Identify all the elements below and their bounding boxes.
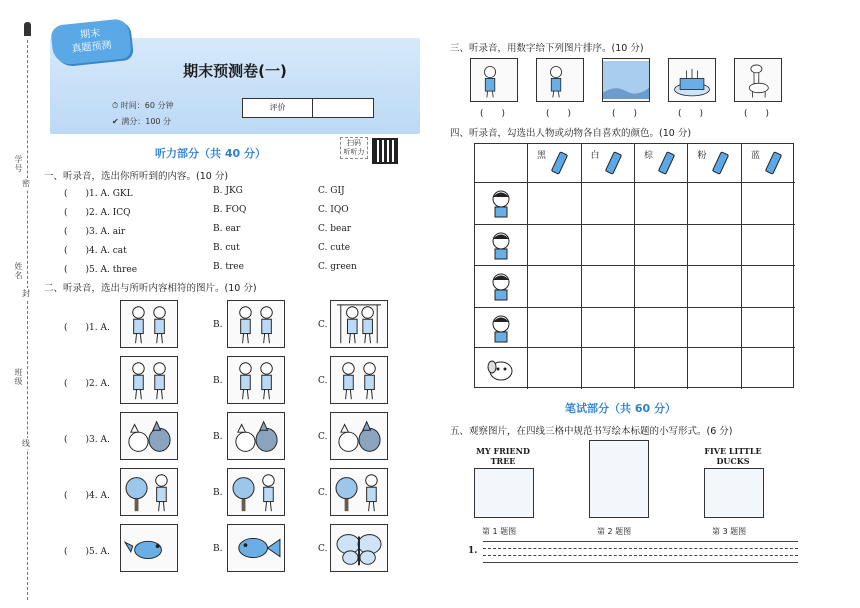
grid-row-line [475,265,795,266]
class-label: 班级 [14,368,23,386]
time-limit: ⏱ 时间：60 分钟 [112,101,174,110]
seal-mark-2: 封 [22,289,30,298]
check-icon: ✔ [112,117,122,126]
name-label: 姓名 [14,262,23,280]
exam-title: 期末预测卷(一) [183,62,287,80]
color-label: 棕 [644,151,654,161]
q2-picture-boy-flowers[interactable] [330,468,388,516]
crayon-icon [551,151,568,175]
q5-line-number: 1. [468,546,478,556]
book-title-1: MY FRIEND TREE [476,446,530,466]
q2-option-a[interactable]: ( )5. A. [64,547,110,557]
q2-option-a[interactable]: ( )1. A. [64,323,110,333]
q3-picture-boy-flowers[interactable] [536,58,584,102]
writing-line-1[interactable] [483,541,798,542]
q1-option-c[interactable]: C. IQO [318,205,349,215]
grid-row-line [475,307,795,308]
q2-picture-rabbits[interactable] [330,412,388,460]
row-icon-boy-face [487,188,515,218]
q2-picture-children-greeting[interactable] [227,300,285,348]
q2-picture-butterfly[interactable] [330,524,388,572]
book-cover-3 [704,468,764,518]
grid-row-line [475,224,795,225]
q2-picture-kids-bench[interactable] [330,356,388,404]
q1-option-a[interactable]: ( )5. A. three [64,265,138,275]
q3-picture-girl-eating[interactable] [470,58,518,102]
writing-line-3[interactable] [483,555,798,556]
qr-label: 扫码 听听力 [340,137,368,159]
grid-row-line [475,182,795,183]
binding-margin [0,0,34,608]
q2-picture-family-scene[interactable] [120,356,178,404]
q2-option-a[interactable]: ( )4. A. [64,491,110,501]
q1-option-b[interactable]: B. FOQ [213,205,247,215]
book-caption-2: 第 2 题图 [597,527,632,536]
q2-option-c[interactable]: C. [318,320,328,330]
color-label: 粉 [697,151,707,161]
q2-picture-children-pointing[interactable] [120,300,178,348]
listening-section-title: 听力部分（共 40 分） [155,147,266,160]
cut-line [27,40,28,600]
color-label: 黑 [537,151,547,161]
book-title-3: FIVE LITTLE DUCKS [704,446,762,466]
grid-row-line [475,347,795,348]
q3-answer-blank[interactable]: ( ) [546,109,572,119]
student-id-label: 学号 [14,155,23,173]
crayon-icon [765,151,782,175]
grid-col-line [687,144,688,389]
eval-blank[interactable] [313,99,373,117]
q1-option-a[interactable]: ( )4. A. cat [64,246,127,256]
clock-icon: ⏱ [112,101,121,110]
q2-option-c[interactable]: C. [318,376,328,386]
evaluation-box[interactable] [242,98,374,118]
seal-mark-3: 线 [22,439,30,448]
q3-answer-blank[interactable]: ( ) [612,109,638,119]
q2-option-b[interactable]: B. [213,488,223,498]
crayon-icon [604,151,621,175]
q2-option-b[interactable]: B. [213,544,223,554]
q1-option-a[interactable]: ( )1. A. GKL [64,189,133,199]
book-caption-1: 第 1 题图 [482,527,517,536]
book-cover-2 [589,440,649,518]
row-icon-dog-face [487,353,515,383]
row-icon-boy-face-2 [487,271,515,301]
q2-option-b[interactable]: B. [213,320,223,330]
q1-option-c[interactable]: C. GIJ [318,186,345,196]
q4-title: 四、听录音，勾选出人物或动物各自喜欢的颜色。(10 分) [450,128,692,139]
q3-answer-blank[interactable]: ( ) [480,109,506,119]
q2-option-b[interactable]: B. [213,432,223,442]
crayon-icon [711,151,728,175]
q3-answer-blank[interactable]: ( ) [744,109,770,119]
q1-option-c[interactable]: C. green [318,262,357,272]
grid-col-line [581,144,582,389]
q2-option-b[interactable]: B. [213,376,223,386]
writing-section-title: 笔试部分（共 60 分） [565,402,676,415]
q1-option-c[interactable]: C. bear [318,224,352,234]
q1-title: 一、听录音，选出你所听到的内容。(10 分) [44,171,229,182]
q3-answer-blank[interactable]: ( ) [678,109,704,119]
book-caption-3: 第 3 题图 [712,527,747,536]
q1-option-b[interactable]: B. cut [213,243,240,253]
q2-picture-bird[interactable] [120,524,178,572]
row-icon-girl-face [487,230,515,260]
q1-option-b[interactable]: B. ear [213,224,241,234]
ribbon-line-1: 期末 [79,28,101,42]
q2-picture-boy-tree[interactable] [120,468,178,516]
q2-option-a[interactable]: ( )3. A. [64,435,110,445]
q2-title: 二、听录音，选出与所听内容相符的图片。(10 分) [44,283,257,294]
book-cover-1 [474,468,534,518]
q3-picture-sky-scene[interactable] [602,58,650,102]
q1-option-a[interactable]: ( )2. A. ICQ [64,208,131,218]
eval-label: 评价 [243,99,313,117]
color-choice-grid [474,143,794,388]
grid-col-line [634,144,635,389]
q5-title: 五、观察图片，在四线三格中规范书写绘本标题的小写形式。(6 分) [450,426,733,437]
rocket-icon [24,22,31,36]
q2-picture-boy-planting[interactable] [227,468,285,516]
q3-picture-birthday-cake[interactable] [668,58,716,102]
grid-col-line [527,144,528,389]
q2-picture-fish[interactable] [227,524,285,572]
row-icon-girl-face-2 [487,313,515,343]
color-label: 蓝 [751,151,761,161]
grid-col-line [741,144,742,389]
writing-line-4[interactable] [483,562,798,563]
q2-option-a[interactable]: ( )2. A. [64,379,110,389]
q3-picture-giraffe[interactable] [734,58,782,102]
q1-option-a[interactable]: ( )3. A. air [64,227,126,237]
ribbon-line-2: 真题预测 [71,39,113,56]
seal-mark-1: 密 [22,179,30,188]
color-label: 白 [590,151,600,161]
q2-picture-children-swing[interactable] [330,300,388,348]
q2-option-c[interactable]: C. [318,488,328,498]
writing-line-2[interactable] [483,548,798,549]
q2-picture-cat-bear[interactable] [227,412,285,460]
q3-title: 三、听录音，用数字给下列图片排序。(10 分) [450,43,644,54]
q2-option-c[interactable]: C. [318,432,328,442]
full-score: ✔ 满分：100 分 [112,117,172,126]
crayon-icon [658,151,675,175]
q1-option-b[interactable]: B. JKG [213,186,243,196]
q1-option-c[interactable]: C. cute [318,243,351,253]
q1-option-b[interactable]: B. tree [213,262,244,272]
qr-code-icon[interactable] [372,138,398,164]
q2-option-c[interactable]: C. [318,544,328,554]
q2-picture-two-cats[interactable] [120,412,178,460]
q2-picture-girl-grandpa[interactable] [227,356,285,404]
exam-ribbon [50,18,132,66]
